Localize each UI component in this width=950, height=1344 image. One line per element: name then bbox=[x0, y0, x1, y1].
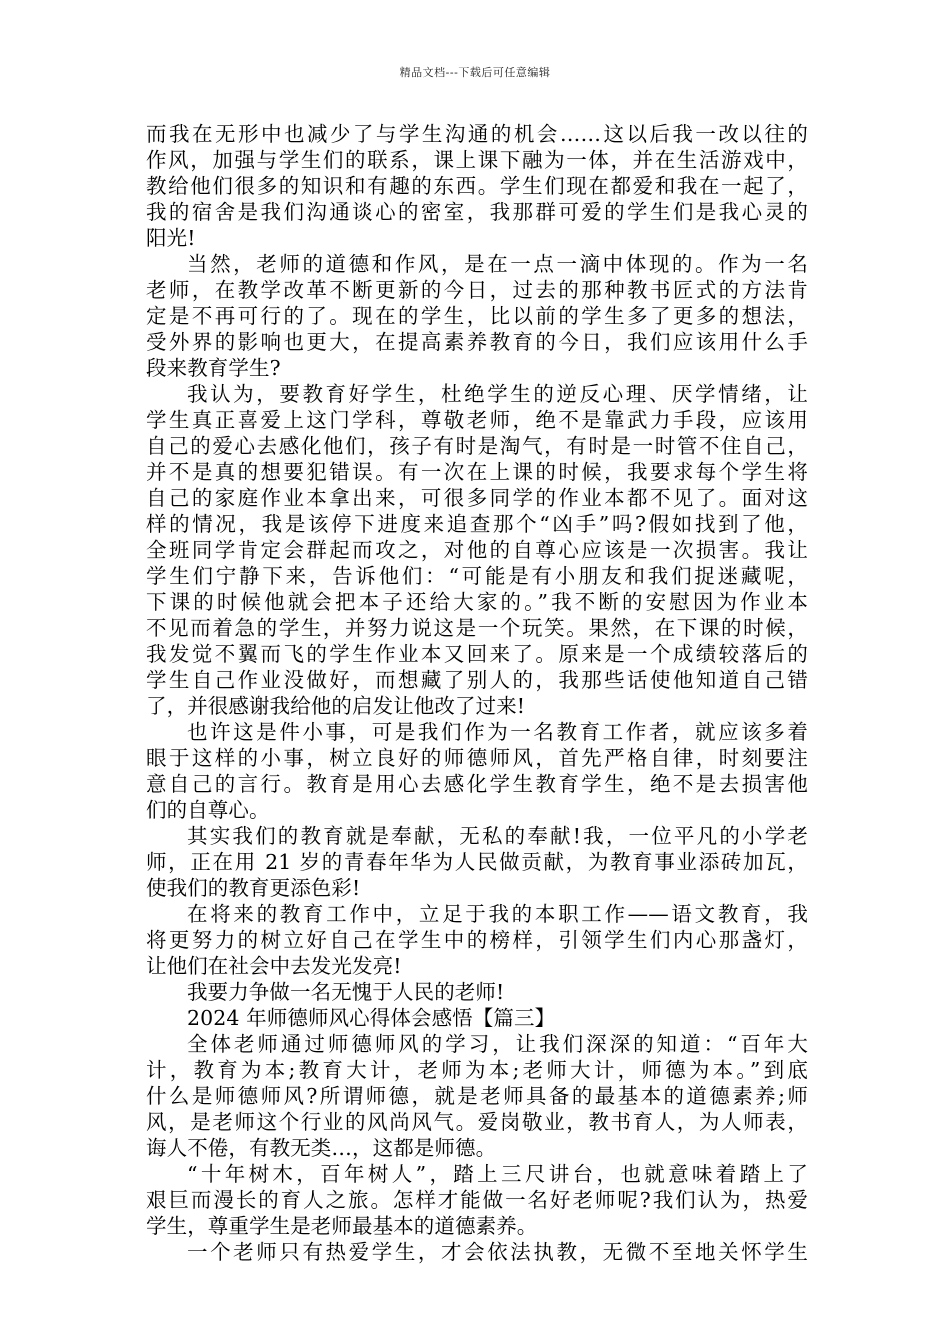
text-line: 下课的时候他就会把本子还给大家的。”我不断的安慰因为作业本 bbox=[146, 590, 808, 614]
text-line: 我发觉不翼而飞的学生作业本又回来了。原来是一个成绩较落后的 bbox=[146, 642, 808, 666]
text-line: 老师，在教学改革不断更新的今日，过去的那种教书匠式的方法肯 bbox=[146, 278, 808, 302]
text-line: 我的宿舍是我们沟通谈心的密室，我那群可爱的学生们是我心灵的 bbox=[146, 200, 808, 224]
text-line: 学生们宁静下来，告诉他们：“可能是有小朋友和我们捉迷藏呢， bbox=[146, 564, 808, 588]
text-line: 段来教育学生? bbox=[146, 356, 281, 380]
text-line: 让他们在社会中去发光发亮! bbox=[146, 954, 402, 978]
text-line: 也许这是件小事，可是我们作为一名教育工作者，就应该多着 bbox=[187, 720, 808, 744]
text-line: 学生，尊重学生是老师最基本的道德素养。 bbox=[146, 1214, 538, 1238]
text-line: 样的情况，我是该停下进度来追查那个“凶手”吗?假如找到了他， bbox=[146, 512, 808, 536]
text-line: 教给他们很多的知识和有趣的东西。学生们现在都爱和我在一起了， bbox=[146, 174, 808, 198]
text-line: 计，教育为本;教育大计，老师为本;老师大计，师德为本。”到底 bbox=[146, 1058, 808, 1082]
text-line: 什么是师德师风?所谓师德，就是老师具备的最基本的道德素养;师 bbox=[146, 1084, 808, 1108]
text-line: 受外界的影响也更大，在提高素养教育的今日，我们应该用什么手 bbox=[146, 330, 808, 354]
text-line: 全班同学肯定会群起而攻之，对他的自尊心应该是一次损害。我让 bbox=[146, 538, 808, 562]
text-line: 全体老师通过师德师风的学习，让我们深深的知道：“百年大 bbox=[187, 1032, 808, 1056]
text-line: 们的自尊心。 bbox=[146, 798, 270, 822]
text-line: 作风，加强与学生们的联系，课上课下融为一体，并在生活游戏中， bbox=[146, 148, 808, 172]
text-line: 学生自己作业没做好，而想藏了别人的，我那些话使他知道自己错 bbox=[146, 668, 808, 692]
text-line: 自己的家庭作业本拿出来，可很多同学的作业本都不见了。面对这 bbox=[146, 486, 808, 510]
document-body bbox=[146, 121, 808, 1265]
text-line: “十年树木，百年树人”，踏上三尺讲台，也就意味着踏上了 bbox=[187, 1162, 808, 1186]
text-line: 眼于这样的小事，树立良好的师德师风，首先严格自律，时刻要注 bbox=[146, 746, 808, 770]
text-line: 一个老师只有热爱学生，才会依法执教，无微不至地关怀学生 bbox=[187, 1240, 808, 1264]
text-line: 将更努力的树立好自己在学生中的榜样，引领学生们内心那盏灯， bbox=[146, 928, 808, 952]
text-line: 师，正在用 21 岁的青春年华为人民做贡献，为教育事业添砖加瓦， bbox=[146, 850, 808, 874]
text-line: 诲人不倦，有教无类…，这都是师德。 bbox=[146, 1136, 497, 1160]
text-line: 意自己的言行。教育是用心去感化学生教育学生，绝不是去损害他 bbox=[146, 772, 808, 796]
text-line: 而我在无形中也减少了与学生沟通的机会……这以后我一改以往的 bbox=[146, 122, 808, 146]
text-line: 在将来的教育工作中，立足于我的本职工作——语文教育，我 bbox=[187, 902, 808, 926]
text-line: 艰巨而漫长的育人之旅。怎样才能做一名好老师呢?我们认为，热爱 bbox=[146, 1188, 808, 1212]
text-line: 阳光! bbox=[146, 226, 196, 250]
text-line: 学生真正喜爱上这门学科，尊敬老师，绝不是靠武力手段，应该用 bbox=[146, 408, 808, 432]
text-line: 我要力争做一名无愧于人民的老师! bbox=[187, 980, 505, 1004]
text-line: 风，是老师这个行业的风尚风气。爱岗敬业，教书育人，为人师表， bbox=[146, 1110, 808, 1134]
text-line: 当然，老师的道德和作风，是在一点一滴中体现的。作为一名 bbox=[187, 252, 808, 276]
text-line: 不见而着急的学生，并努力说这是一个玩笑。果然，在下课的时候， bbox=[146, 616, 808, 640]
text-line: 2024 年师德师风心得体会感悟【篇三】 bbox=[187, 1006, 556, 1030]
text-line: 我认为，要教育好学生，杜绝学生的逆反心理、厌学情绪，让 bbox=[187, 382, 808, 406]
text-line: 自己的爱心去感化他们，孩子有时是淘气，有时是一时管不住自己， bbox=[146, 434, 808, 458]
page-header: 精品文档---下载后可任意编辑 bbox=[399, 66, 551, 79]
text-line: 其实我们的教育就是奉献，无私的奉献!我，一位平凡的小学老 bbox=[187, 824, 808, 848]
text-line: 了，并很感谢我给他的启发让他改了过来! bbox=[146, 694, 526, 718]
text-line: 定是不再可行的了。现在的学生，比以前的学生多了更多的想法， bbox=[146, 304, 808, 328]
text-line: 并不是真的想要犯错误。有一次在上课的时候，我要求每个学生将 bbox=[146, 460, 808, 484]
text-line: 使我们的教育更添色彩! bbox=[146, 876, 361, 900]
